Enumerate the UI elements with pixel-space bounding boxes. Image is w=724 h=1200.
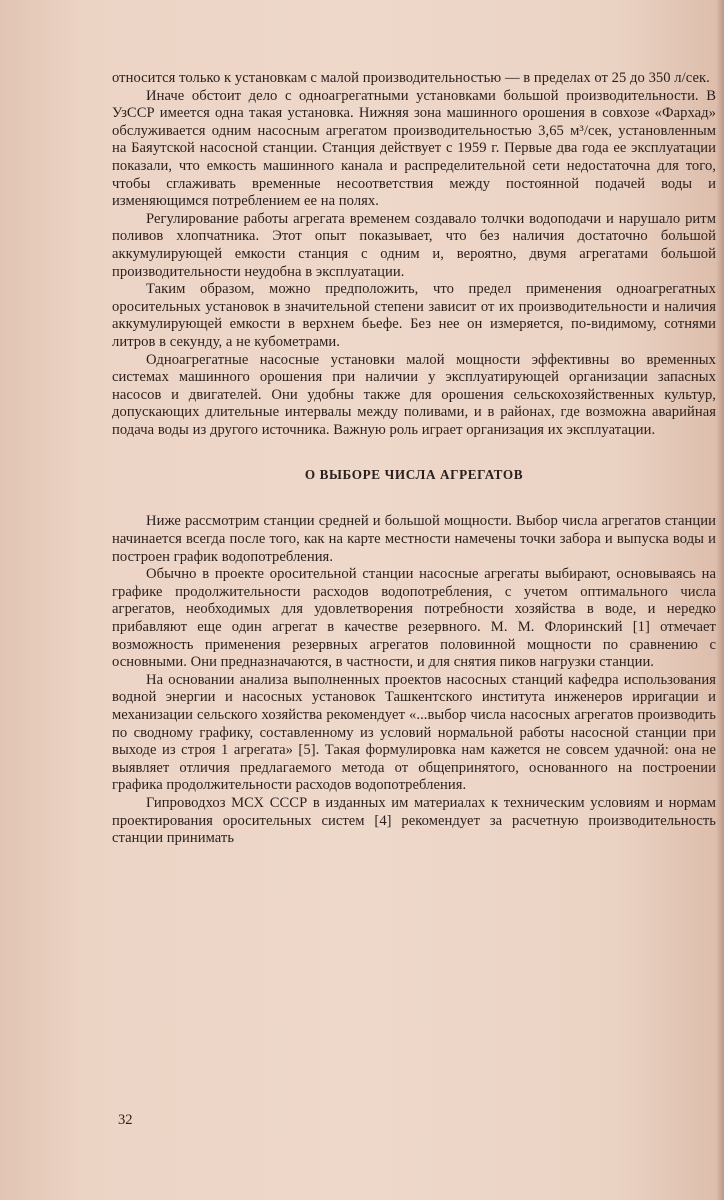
paragraph-tashkent-institute: На основании анализа выполненных проектов насосных станций кафедра использования водной энергии и насосных установок Ташкентского института инженеров ирригации и механизации сельского хозяйства рекомендует «...выбор числа насосных агрегатов производить по сводному графику, составленному из условий нормальной работы насосной станции при выходе из строя 1 агрегата» [5]. Такая формулировка нам кажется не совсем удачной: она не выявляет отличия предлагаемого метода от общепринятого, основанного на построении графика продолжительности расходов водопотребления. [112,671,716,794]
paragraph-conclusion: Таким образом, можно предположить, что предел применения одноагрегатных оросительных установок в значительной степени зависит от их производительности и наличия аккумулирующей емкости в верхнем бьефе. Без нее он измеряется, по-видимому, сотнями литров в секунду, а не кубометрами. [112,281,716,350]
text-block-top [112,70,716,439]
paragraph-low-power-units: Одноагрегатные насосные установки малой мощности эффективны во временных системах машинного орошения при наличии у эксплуатирующей организации запасных насосов и двигателей. Они удобны также для орошения сельскохозяйственных культур, допускающих длительные интервалы между поливами, и в районах, где возможна аварийная подача воды из другого источника. Важную роль играет организация их эксплуатации. [112,351,716,438]
section-heading [112,467,716,483]
paragraph-regulation: Регулирование работы агрегата временем создавало толчки водоподачи и нарушало ритм поливов хлопчатника. Этот опыт показывает, что без наличия достаточно большой аккумулирующей емкости станция с одним и, вероятно, двумя агрегатами большой производительности неудобна в эксплуатации. [112,210,716,280]
paragraph-station-selection: Ниже рассмотрим станции средней и большой мощности. Выбор числа агрегатов станции начинается всегда после того, как на карте местности намечены точки забора и выпуска воды и построен график водопотребления. [112,513,716,565]
paragraph-single-unit-high-capacity: Иначе обстоит дело с одноагрегатными установками большой производительности. В УзССР имеется одна такая установка. Нижняя зона машинного орошения в совхозе «Фархад» обслуживается одним насосным агрегатом производительностью 3,65 м³/сек, установленным на Баяутской насосной станции. Станция действует с 1959 г. Первые два года ее эксплуатации показали, что емкость машинного канала и распределительной сети недостаточна для того, чтобы сглаживать временные несоответствия между постоянной подачей воды и изменяющимся потреблением ее на полях. [112,87,716,210]
section-heading-text: О ВЫБОРЕ ЧИСЛА АГРЕГАТОВ [304,467,524,483]
page-spine-shadow [716,0,724,1200]
paragraph-continued: относится только к установкам с малой производительностью — в пределах от 25 до 350 л/сек. [112,70,710,86]
text-block-bottom [112,513,716,847]
page-content [112,70,716,848]
page-number: 32 [118,1112,133,1128]
paragraph-giprovodkhoz: Гипроводхоз МСХ СССР в изданных им материалах к техническим условиям и нормам проектирования оросительных систем [4] рекомендует за расчетную производительность станции принимать [112,794,716,847]
paragraph-design-practice: Обычно в проекте оросительной станции насосные агрегаты выбирают, основываясь на графике продолжительности расходов водопотребления, с учетом оптимального числа агрегатов, необходимых для удовлетворения потребности хозяйства в воде, и нередко прибавляют еще один агрегат в качестве резервного. М. М. Флоринский [1] отмечает возможность применения резервных агрегатов половинной мощности по сравнению с основными. Они предназначаются, в частности, и для снятия пиков нагрузки станции. [112,566,716,671]
